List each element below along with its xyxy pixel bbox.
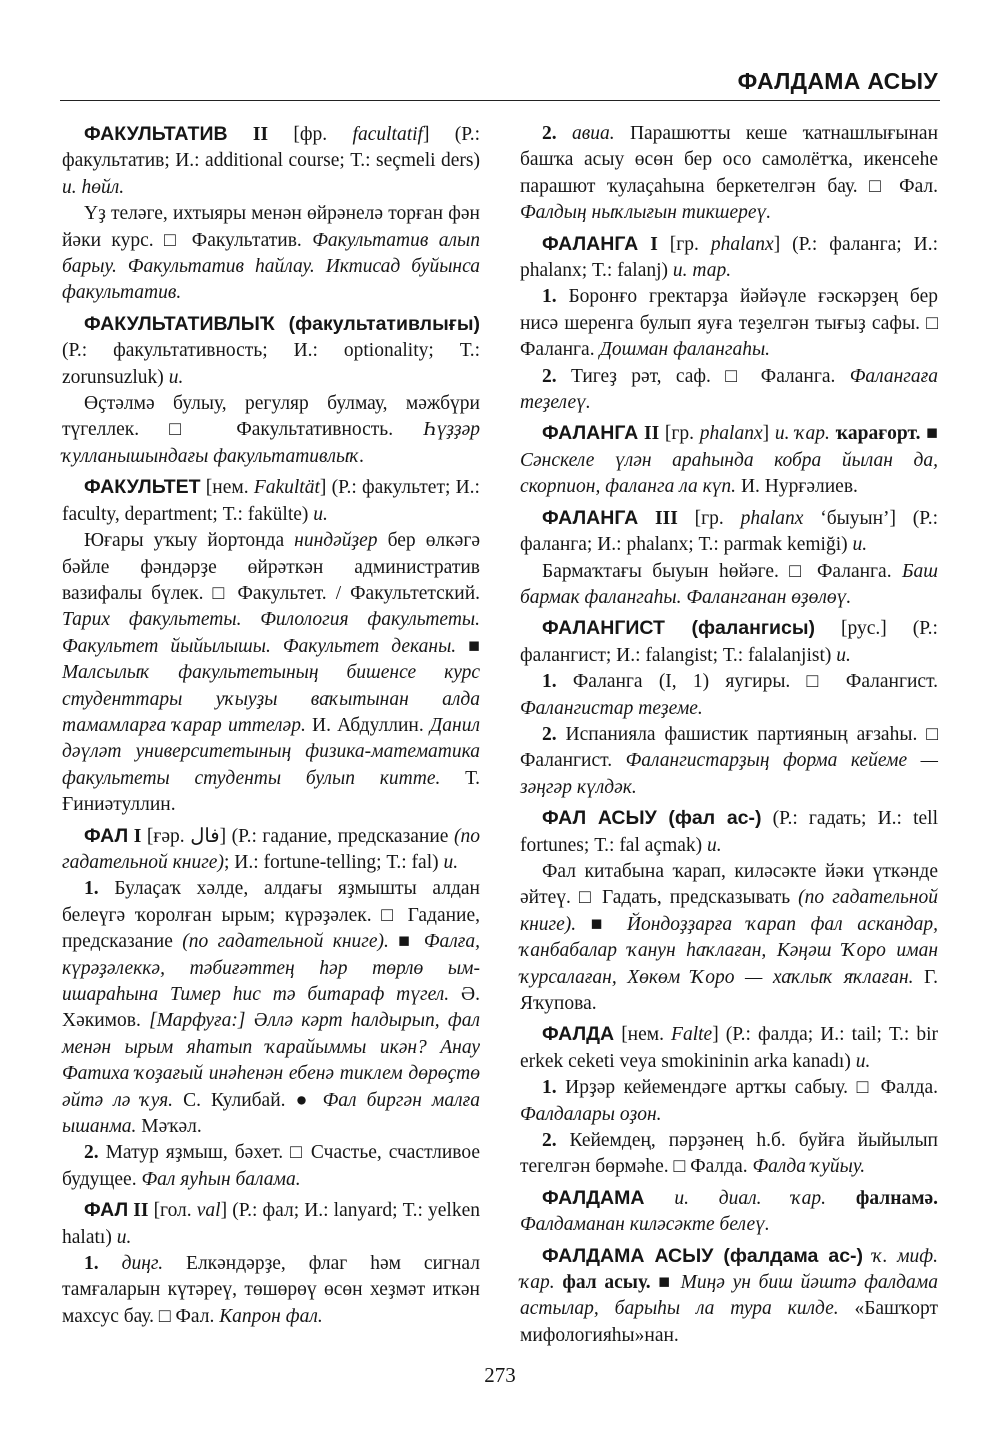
page-header <box>60 52 940 101</box>
text-run: ] <box>762 423 775 445</box>
dictionary-entry <box>520 231 938 417</box>
text-run: ■ <box>456 635 481 657</box>
italic-text: Falte <box>671 1024 713 1046</box>
entry-headline <box>62 1197 480 1251</box>
italic-text: facultatif <box>352 124 423 145</box>
dictionary-entry <box>520 1021 938 1180</box>
italic-text: и. тар. <box>672 260 732 282</box>
headword: ФАКУЛЬТЕТ <box>84 476 201 499</box>
headword: ФАЛ <box>84 824 129 847</box>
italic-text: диңг. <box>121 1253 164 1275</box>
right-column <box>520 121 938 1353</box>
text-run: Боронғо гректарҙа йәйәүле ғәскәрҙең бер нисә шеренга булып яуға теҙелгән тығыҙ сафы. □ Фаланга. <box>520 286 938 361</box>
dictionary-entry <box>62 823 480 1194</box>
headword: ФАЛ АСЫУ (фал ас-) <box>542 807 762 830</box>
dictionary-entry <box>520 505 938 612</box>
entry-sense <box>62 201 480 307</box>
italic-text: Фалда ҡуйыу. <box>752 1156 866 1178</box>
italic-text: и. <box>836 644 851 666</box>
bold-text: I <box>638 233 670 255</box>
text-run: [фр. <box>293 124 353 145</box>
dictionary-entry <box>520 1185 938 1239</box>
bold-text: 2. <box>84 1142 99 1164</box>
text-run: «Башҡорт мифологияһы»нан. <box>520 1298 939 1346</box>
entry-headline <box>520 1243 938 1350</box>
page-number: 273 <box>484 1363 516 1387</box>
text-run: Ирҙәр кейемендәге артҡы сабыу. □ Фалда. <box>556 1077 938 1099</box>
text-run: И. Нурғәлиев. <box>736 476 858 498</box>
bold-text: 1. <box>84 878 99 900</box>
headword: ФАЛ <box>84 1199 129 1222</box>
italic-text: и. <box>168 366 184 388</box>
entry-headline <box>62 121 480 201</box>
text-run: (Р.: факультативность; И.: optionality; Т.: zorunsuzluk) <box>62 340 480 388</box>
entry-sense <box>520 1075 938 1128</box>
italic-text: phalanx <box>740 507 804 529</box>
text-run: ] (Р.: факультатив; И.: additional course; Т.: seçmeli ders) <box>62 124 480 172</box>
entry-sense <box>62 876 480 1140</box>
italic-text: Фалдың ныҡлығын тикшереү. <box>520 202 772 224</box>
italic-text: и. <box>116 1226 132 1248</box>
text-run: С. Кулибай. ● <box>173 1089 323 1111</box>
text-run: [рус.] (Р.: фалангист; И.: falangist; Т.: falalanjist) <box>520 618 938 666</box>
entry-headline <box>520 1185 938 1239</box>
entry-headline <box>520 805 938 859</box>
running-head: ФАЛДАМА АСЫУ <box>737 68 938 94</box>
entry-sense <box>520 364 938 417</box>
italic-text: Сәнскеле үлән араһында кобра йылан да, скорпион, фаланга ла күп. <box>520 449 938 498</box>
italic-text: и. ҡар. <box>774 423 830 445</box>
entry-sense <box>62 1251 480 1330</box>
text-run: Матур яҙмыш, бәхет. □ Счастье, счастливое будущее. <box>62 1142 480 1190</box>
bold-text: 1. <box>84 1253 99 1275</box>
text-run: Юғары уҡыу йортонда <box>84 530 295 552</box>
entry-sense <box>520 284 938 363</box>
entry-headline <box>520 615 938 669</box>
text-run: (Р.: гадать; И.: tell fortunes; Т.: fal açmak) <box>520 808 938 856</box>
dictionary-entry <box>520 1243 938 1350</box>
headword: ФАЛДАМА <box>542 1186 645 1209</box>
dictionary-entry <box>62 311 480 470</box>
dictionary-entry <box>520 420 938 500</box>
bold-text: II <box>638 423 665 445</box>
italic-text: (по гадательной книге). <box>520 887 938 935</box>
headword: ФАЛАНГА <box>542 422 639 445</box>
left-column <box>62 121 480 1334</box>
entry-headline <box>520 420 938 500</box>
text-run: Кейемдең, пәрҙәнең һ.б. буйға йыйылып тегелгән бөрмәһе. □ Фалда. <box>520 1130 938 1178</box>
bold-text: III <box>638 507 695 529</box>
text-run: [ғәр. فال] (Р.: гадание, предсказание <box>146 825 454 847</box>
entry-sense <box>520 669 938 722</box>
italic-text: и. <box>313 503 328 525</box>
bold-text: 2. <box>542 123 557 144</box>
italic-text: Фал яуһын балама. <box>141 1168 301 1190</box>
entry-headline <box>62 311 480 391</box>
italic-text: ҡ. миф. ҡар. <box>520 1245 939 1294</box>
italic-text: Fakultät <box>253 477 320 499</box>
italic-text: Дошман фалангаһы. <box>599 339 771 361</box>
text-run: [гр. <box>664 423 700 445</box>
text-run: Елкәндәрҙе, флаг һәм сигнал тамғаларын күтәреү, төшөрөү өсөн хеҙмәт иткән махсус бау. □ Фал. <box>62 1253 480 1327</box>
text-run: Т. Ғиниәтуллин. <box>62 767 480 816</box>
text-run: Үҙ теләге, ихтыяры менән өйрәнелә торған фән йәки курс. □ Факультатив. <box>62 203 480 251</box>
dictionary-entry <box>520 121 938 227</box>
italic-text: и. <box>443 851 459 873</box>
text-run: Парашютты кеше ҡатнашлығынан башҡа асыу өсөн бер осо самолётҡа, икенсеһе парашют ҡулаҫаһына беркетелгән бау. □ Фал. <box>520 123 938 197</box>
italic-text: phalanx <box>710 233 774 255</box>
italic-text: (по гадательной книге) <box>62 825 480 873</box>
italic-text: ниндәйҙер <box>294 530 378 552</box>
text-run: ] (Р.: фаланга; И.: phalanx; Т.: falanj) <box>520 233 939 282</box>
italic-text: Малсылыҡ факультетының бишенсе курс студенттары уҡыуҙы ваҡытынан алда тамамларға ҡарар иттеләр. <box>62 662 480 736</box>
text-run: ■ <box>576 913 627 935</box>
italic-text: Фалангаға теҙелеү. <box>520 365 938 414</box>
italic-text: Фалдаманан киләсәкте белеү. <box>520 1214 770 1236</box>
italic-text: Тарих факультеты. Филология факультеты. Факультет йыйылышы. Факультет деканы. <box>62 609 480 657</box>
italic-text: Һүҙҙәр ҡулланышындағы факультативлыҡ. <box>62 419 480 467</box>
text-run: Фал китабына ҡарап, киләсәкте йәки үткәнде әйтеү. □ Гадать, предсказывать <box>520 860 938 909</box>
text-run: ■ <box>388 931 424 953</box>
italic-text: Баш бармак фалангаһы. Фаланганан өҙөлөү. <box>520 560 938 608</box>
dictionary-entry <box>62 474 480 818</box>
italic-text: Факультатив алып барыу. Факультатив һайлау. Иктисад буйынса факультатив. <box>62 229 480 304</box>
italic-text: и. <box>852 534 868 556</box>
bold-text: фалнамә. <box>826 1187 939 1209</box>
headword: ФАКУЛЬТАТИВЛЫҠ (факультативлығы) <box>84 312 480 335</box>
headword: ФАЛАНГА <box>542 506 639 529</box>
text-run: ] (Р.: фал; И.: lanyard; Т.: yelken halatı) <box>62 1200 481 1248</box>
entry-headline <box>62 823 480 877</box>
bold-text: ҡарағорт. <box>829 423 921 445</box>
text-run: ; И.: fortune-telling; Т.: fal) <box>223 851 444 873</box>
entry-headline <box>62 474 480 528</box>
entry-headline <box>520 231 938 285</box>
italic-text: и. диал. ҡар. <box>674 1187 827 1209</box>
headword: ФАКУЛЬТАТИВ <box>84 123 228 145</box>
italic-text: авиа. <box>571 123 615 144</box>
text-run: ] (Р.: факультет; И.: faculty, department; Т.: fakülte) <box>62 477 480 525</box>
entry-headline <box>520 1021 938 1075</box>
italic-text: и. <box>855 1050 871 1072</box>
entry-sense <box>62 528 480 818</box>
text-run: Булаҫаҡ хәлде, алдағы яҙмышты алдан белеүгә ҡоролған ырым; күрәҙәлек. □ Гадание, предсказание <box>62 878 480 953</box>
bold-text: 1. <box>542 1077 557 1099</box>
italic-text: Фалға, күрәҙәлеккә, тәбиғәттең һәр төрлө ым-ишараһына Тимер һис тә битараф түгел. <box>62 931 480 1005</box>
bold-text: 1. <box>542 671 557 693</box>
entry-sense <box>520 859 938 1017</box>
italic-text: Фалангистарҙың форма кейеме — зәңгәр күлдәк. <box>520 750 938 798</box>
text-run: [гр. <box>669 233 711 255</box>
entry-sense <box>520 722 938 801</box>
text-run: ] (Р.: фалда; И.: tail; Т.: bir erkek ceketi veya smokininin arka kanadı) <box>520 1024 938 1072</box>
italic-text: Йондоҙҙарға ҡарап фал аскандар, ҡанбабалар ҡанун һаҡлаған, Кәңәш Ҡоро иман ҡурсалаған, Хөкөм Ҡоро — хаҡлыҡ яҡлаған. <box>520 913 938 988</box>
text-run: [нем. <box>614 1024 672 1046</box>
entry-sense <box>520 559 938 612</box>
italic-text: Фалангистар теҙеме. <box>520 697 703 719</box>
entry-sense <box>520 1128 938 1181</box>
bold-text: 2. <box>542 723 557 745</box>
text-run: ■ <box>920 423 938 445</box>
text-run: бер өлкәгә бәйле фәндәрҙе өйрәткән административ вазифалы бүлек. □ Факультет. / Факультетский. <box>62 530 480 604</box>
text-run: [гр. <box>694 507 741 529</box>
italic-text: Данил дәүләт университетының физика-математика факультеты студенты булып китте. <box>62 714 480 789</box>
entry-headline <box>520 505 938 559</box>
text-run <box>644 1188 674 1209</box>
headword: ФАЛДАМА АСЫУ (фалдама ас-) <box>542 1244 864 1267</box>
text-run: Ә. Хәкимов. <box>62 984 480 1032</box>
text-run: Испанияла фашистик партияның ағзаһы. □ Фалангист. <box>520 723 938 772</box>
dictionary-entry <box>520 805 938 1017</box>
italic-text: phalanx <box>699 423 763 445</box>
bold-text: 1. <box>542 286 557 308</box>
headword: ФАЛДА <box>542 1023 615 1046</box>
italic-text: и. һөйл. <box>62 176 125 198</box>
italic-text: Фалдалары оҙон. <box>520 1103 662 1125</box>
italic-text: Фал биргән малға ышанма. <box>62 1089 480 1138</box>
dictionary-entry <box>62 121 480 307</box>
text-run: Г. Яҡупова. <box>520 966 938 1014</box>
headword: ФАЛАНГА <box>542 232 639 255</box>
text-run <box>557 123 572 144</box>
text-run: Өҫтәлмә булыу, регуляр булмау, мәжбүри түгеллек. □ Факультативность. <box>62 393 480 441</box>
dictionary-entry <box>520 615 938 801</box>
text-run: ‘быуын’] (Р.: фаланга; И.: phalanx; Т.: parmak kemiği) <box>520 507 938 556</box>
text-run: [гол. <box>153 1200 197 1222</box>
dictionary-entry <box>62 1197 480 1330</box>
bold-text: II <box>128 1200 154 1222</box>
text-run: ■ <box>650 1272 681 1294</box>
text-run: Фаланга (I, 1) яугиры. □ Фалангист. <box>556 671 938 693</box>
italic-text: Капрон фал. <box>219 1305 323 1327</box>
italic-text: Миңә ун биш йәштә фалдама астылар, барыһы ла тура килде. <box>520 1272 938 1320</box>
entry-headline <box>520 121 938 227</box>
entry-sense <box>62 1140 480 1193</box>
bold-text: I <box>128 825 147 847</box>
italic-text: (по гадательной книге). <box>182 931 389 953</box>
bold-text: 2. <box>542 365 557 387</box>
text-run: [нем. <box>200 477 254 499</box>
text-run: Бармаҡтағы быуын һөйәге. □ Фаланга. <box>542 560 903 582</box>
bold-text: фал асыу. <box>554 1272 651 1294</box>
text-run <box>99 1253 122 1274</box>
bold-text: II <box>227 124 294 145</box>
italic-text: [Марфуға:] Әллә кәрт һалдырып, фал менән ырым яһатып ҡарайыммы икән? Анау Фатиха ҡоҙағый инәһенән ебенә тиклем дөрөҫтө әйтә лә ҡуя. <box>62 1010 480 1111</box>
headword: ФАЛАНГИСТ (фалангисы) <box>542 617 815 640</box>
text-run: Тигеҙ рәт, саф. □ Фаланга. <box>556 365 850 387</box>
italic-text: и. <box>707 834 722 856</box>
text-run: Мәҡәл. <box>136 1116 202 1138</box>
text-run: И. Абдуллин. <box>305 714 430 736</box>
bold-text: 2. <box>542 1130 557 1152</box>
entry-sense <box>62 391 480 470</box>
italic-text: val <box>196 1200 221 1222</box>
